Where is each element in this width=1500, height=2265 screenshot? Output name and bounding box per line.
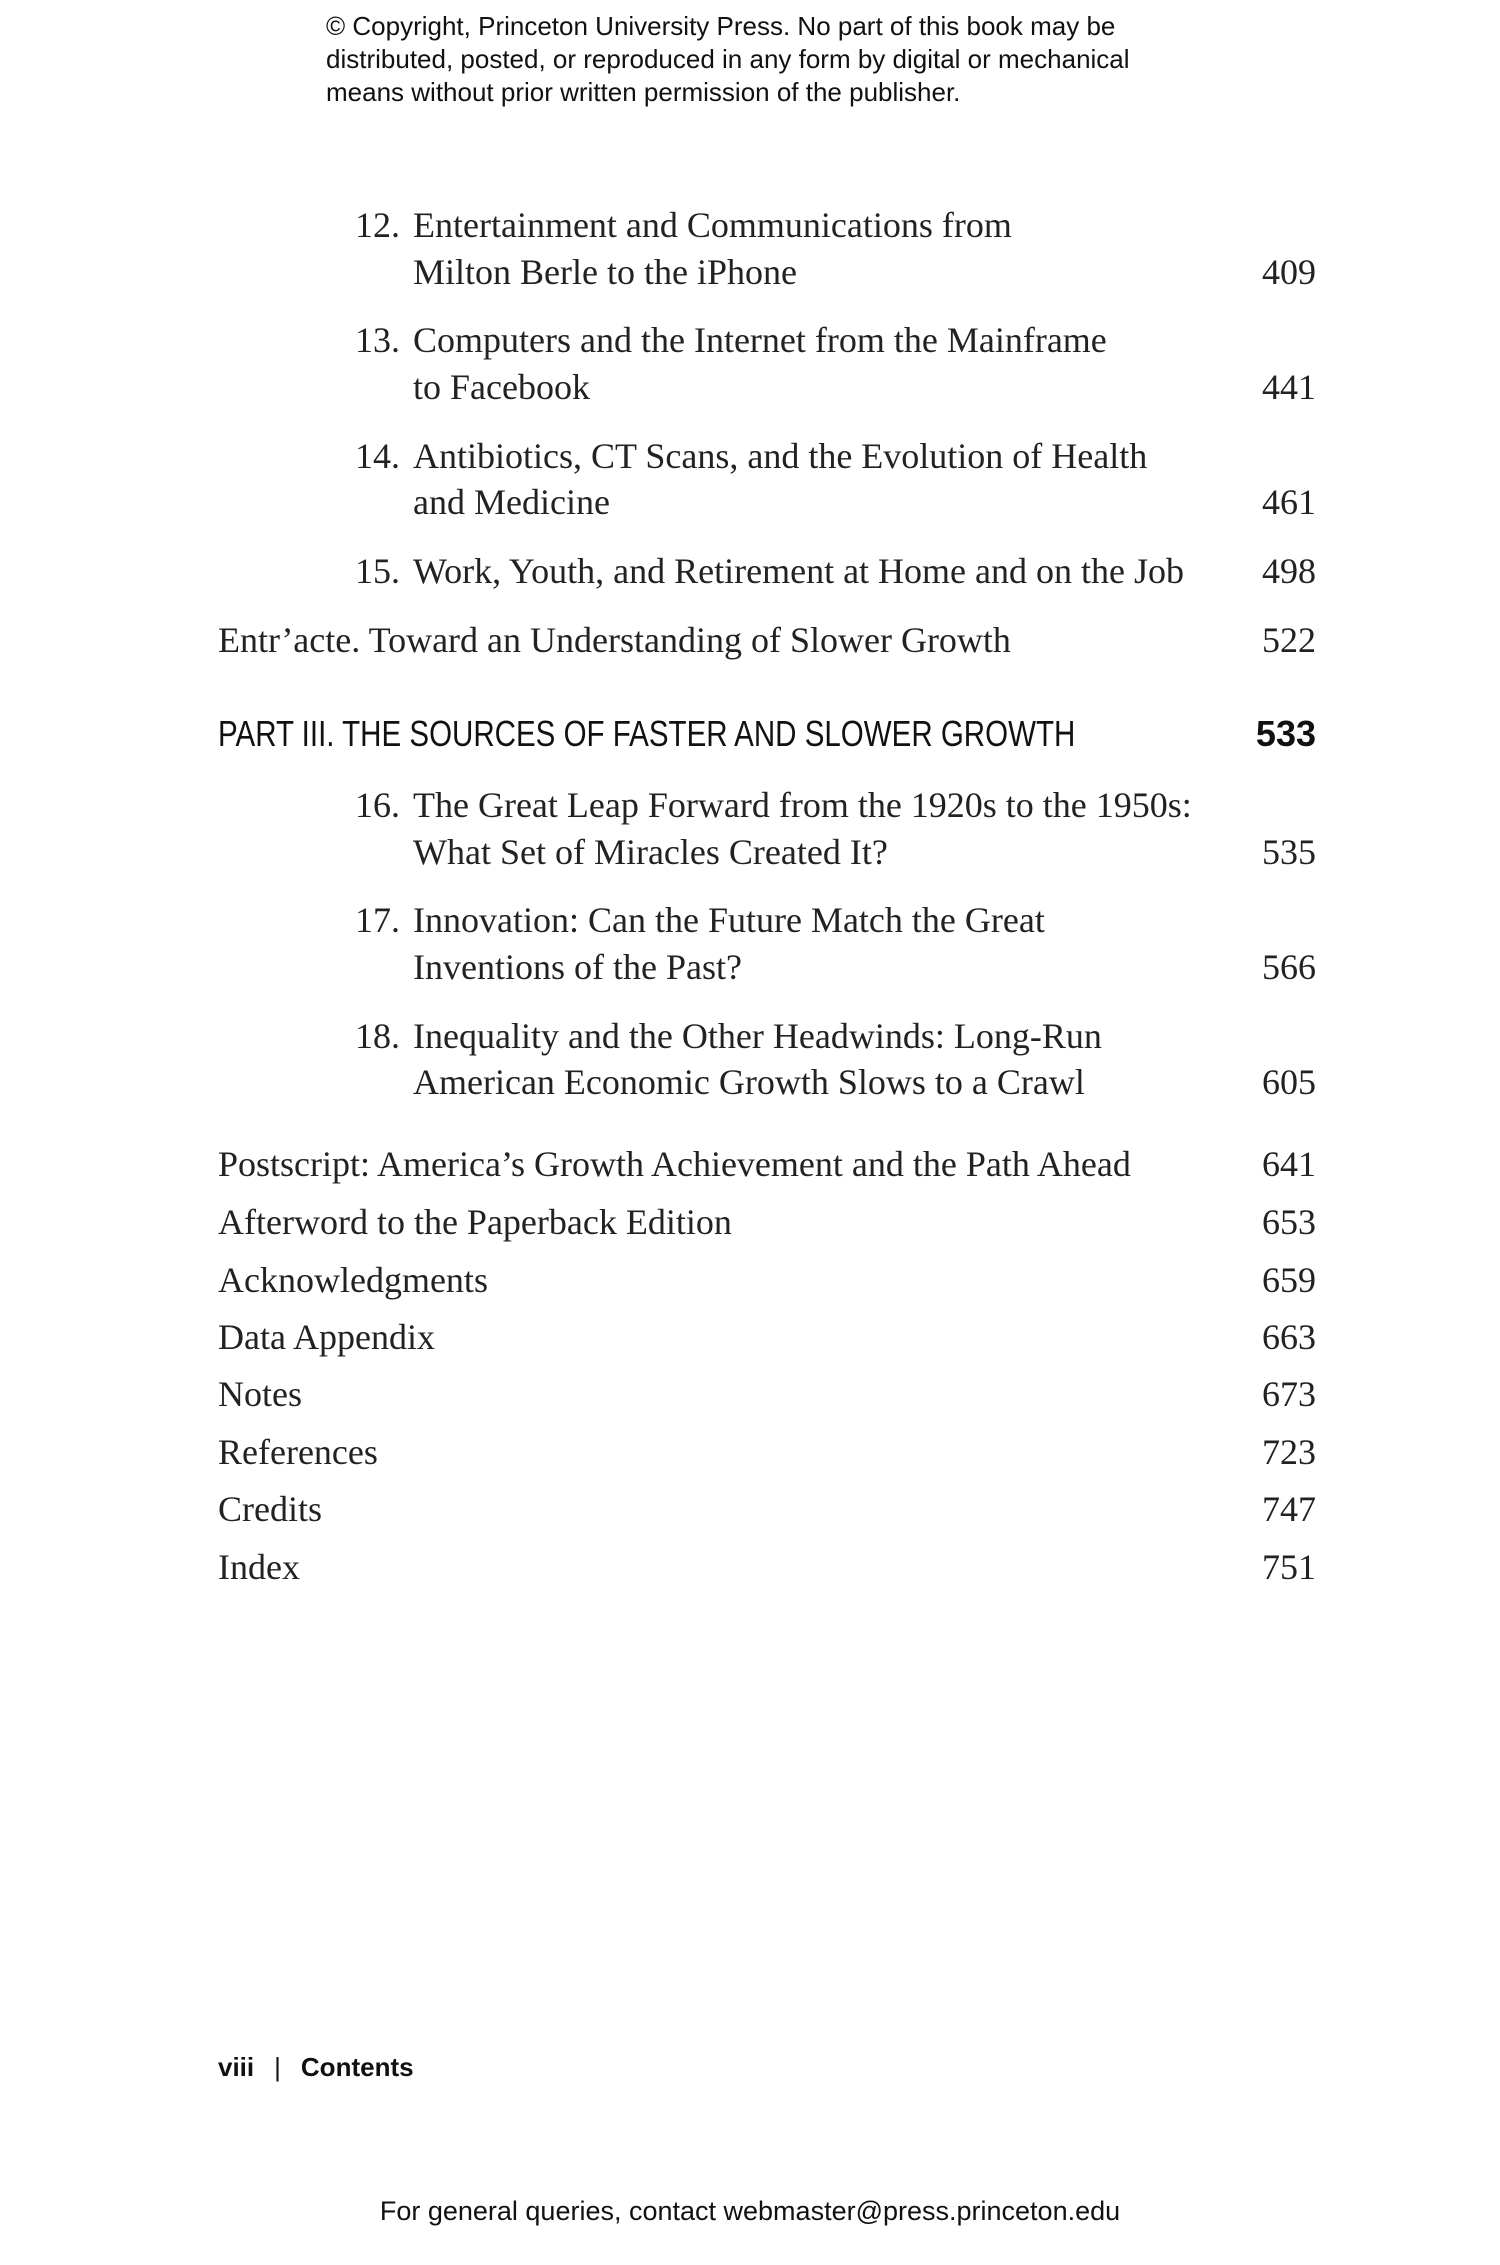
- chapter-title-line-2: What Set of Miracles Created It?: [413, 832, 888, 872]
- chapter-title-line-2: to Facebook: [413, 367, 590, 407]
- chapter-title-line-1: The Great Leap Forward from the 1920s to the 1950s:: [413, 785, 1192, 825]
- copyright-line-1: © Copyright, Princeton University Press. No part of this book may be: [326, 11, 1116, 41]
- page-number: 751: [1262, 1547, 1316, 1587]
- chapter-number: 17.: [355, 900, 400, 940]
- back-matter-title: Postscript: America’s Growth Achievement and the Path Ahead: [218, 1144, 1131, 1184]
- chapter-number: 16.: [355, 785, 400, 825]
- page-number: 409: [1262, 252, 1316, 292]
- page-number: 566: [1262, 947, 1316, 987]
- chapter-number: 15.: [355, 551, 400, 591]
- chapter-title-line-2: Milton Berle to the iPhone: [413, 252, 797, 292]
- chapter-number: 13.: [355, 320, 400, 360]
- page-number: 723: [1262, 1432, 1316, 1472]
- chapter-title-line-1: Inequality and the Other Headwinds: Long-Run: [413, 1016, 1102, 1056]
- page-number: 659: [1262, 1260, 1316, 1300]
- section-name: Contents: [300, 2052, 414, 2082]
- copyright-line-2: distributed, posted, or reproduced in any form by digital or mechanical: [326, 44, 1130, 74]
- page-number: 522: [1262, 620, 1316, 660]
- part-title: PART III. THE SOURCES OF FASTER AND SLOWER GROWTH: [218, 713, 1076, 754]
- general-queries-footer: For general queries, contact webmaster@press.princeton.edu: [379, 2196, 1121, 2226]
- page-number: 535: [1262, 832, 1316, 872]
- back-matter-title: References: [218, 1432, 378, 1472]
- chapter-number: 14.: [355, 436, 400, 476]
- chapter-title-line-2: American Economic Growth Slows to a Crawl: [413, 1062, 1085, 1102]
- page-number: 747: [1262, 1489, 1316, 1529]
- folio-number: viii: [218, 2052, 255, 2082]
- chapter-title-line-1: Antibiotics, CT Scans, and the Evolution of Health: [413, 436, 1148, 476]
- page-number: 498: [1262, 551, 1316, 591]
- chapter-title-line-2: Inventions of the Past?: [413, 947, 742, 987]
- chapter-number: 12.: [355, 205, 400, 245]
- back-matter-title: Index: [218, 1547, 300, 1587]
- back-matter-title: Data Appendix: [218, 1317, 435, 1357]
- chapter-number: 18.: [355, 1016, 400, 1056]
- back-matter-title: Notes: [218, 1374, 302, 1414]
- chapter-title-line-1: Computers and the Internet from the Mainframe: [413, 320, 1107, 360]
- back-matter-title: Acknowledgments: [218, 1260, 488, 1300]
- copyright-line-3: means without prior written permission of the publisher.: [326, 77, 961, 107]
- entracte-title: Entr’acte. Toward an Understanding of Slower Growth: [218, 620, 1011, 660]
- running-footer: [218, 2052, 414, 2083]
- page-number: 461: [1262, 482, 1316, 522]
- page-number: 605: [1262, 1062, 1316, 1102]
- back-matter-title: Afterword to the Paperback Edition: [218, 1202, 732, 1242]
- page-number: 641: [1262, 1144, 1316, 1184]
- chapter-title-line-2: and Medicine: [413, 482, 610, 522]
- chapter-title-line-1: Work, Youth, and Retirement at Home and on the Job: [413, 551, 1184, 591]
- page-number: 653: [1262, 1202, 1316, 1242]
- copyright-notice: [326, 10, 1226, 109]
- chapter-title-line-1: Entertainment and Communications from: [413, 205, 1012, 245]
- page-number: 673: [1262, 1374, 1316, 1414]
- part-page-number: 533: [1255, 713, 1316, 754]
- chapter-title-line-1: Innovation: Can the Future Match the Great: [413, 900, 1045, 940]
- footer-separator: |: [274, 2052, 281, 2082]
- page-number: 663: [1262, 1317, 1316, 1357]
- page-number: 441: [1262, 367, 1316, 407]
- back-matter-title: Credits: [218, 1489, 322, 1529]
